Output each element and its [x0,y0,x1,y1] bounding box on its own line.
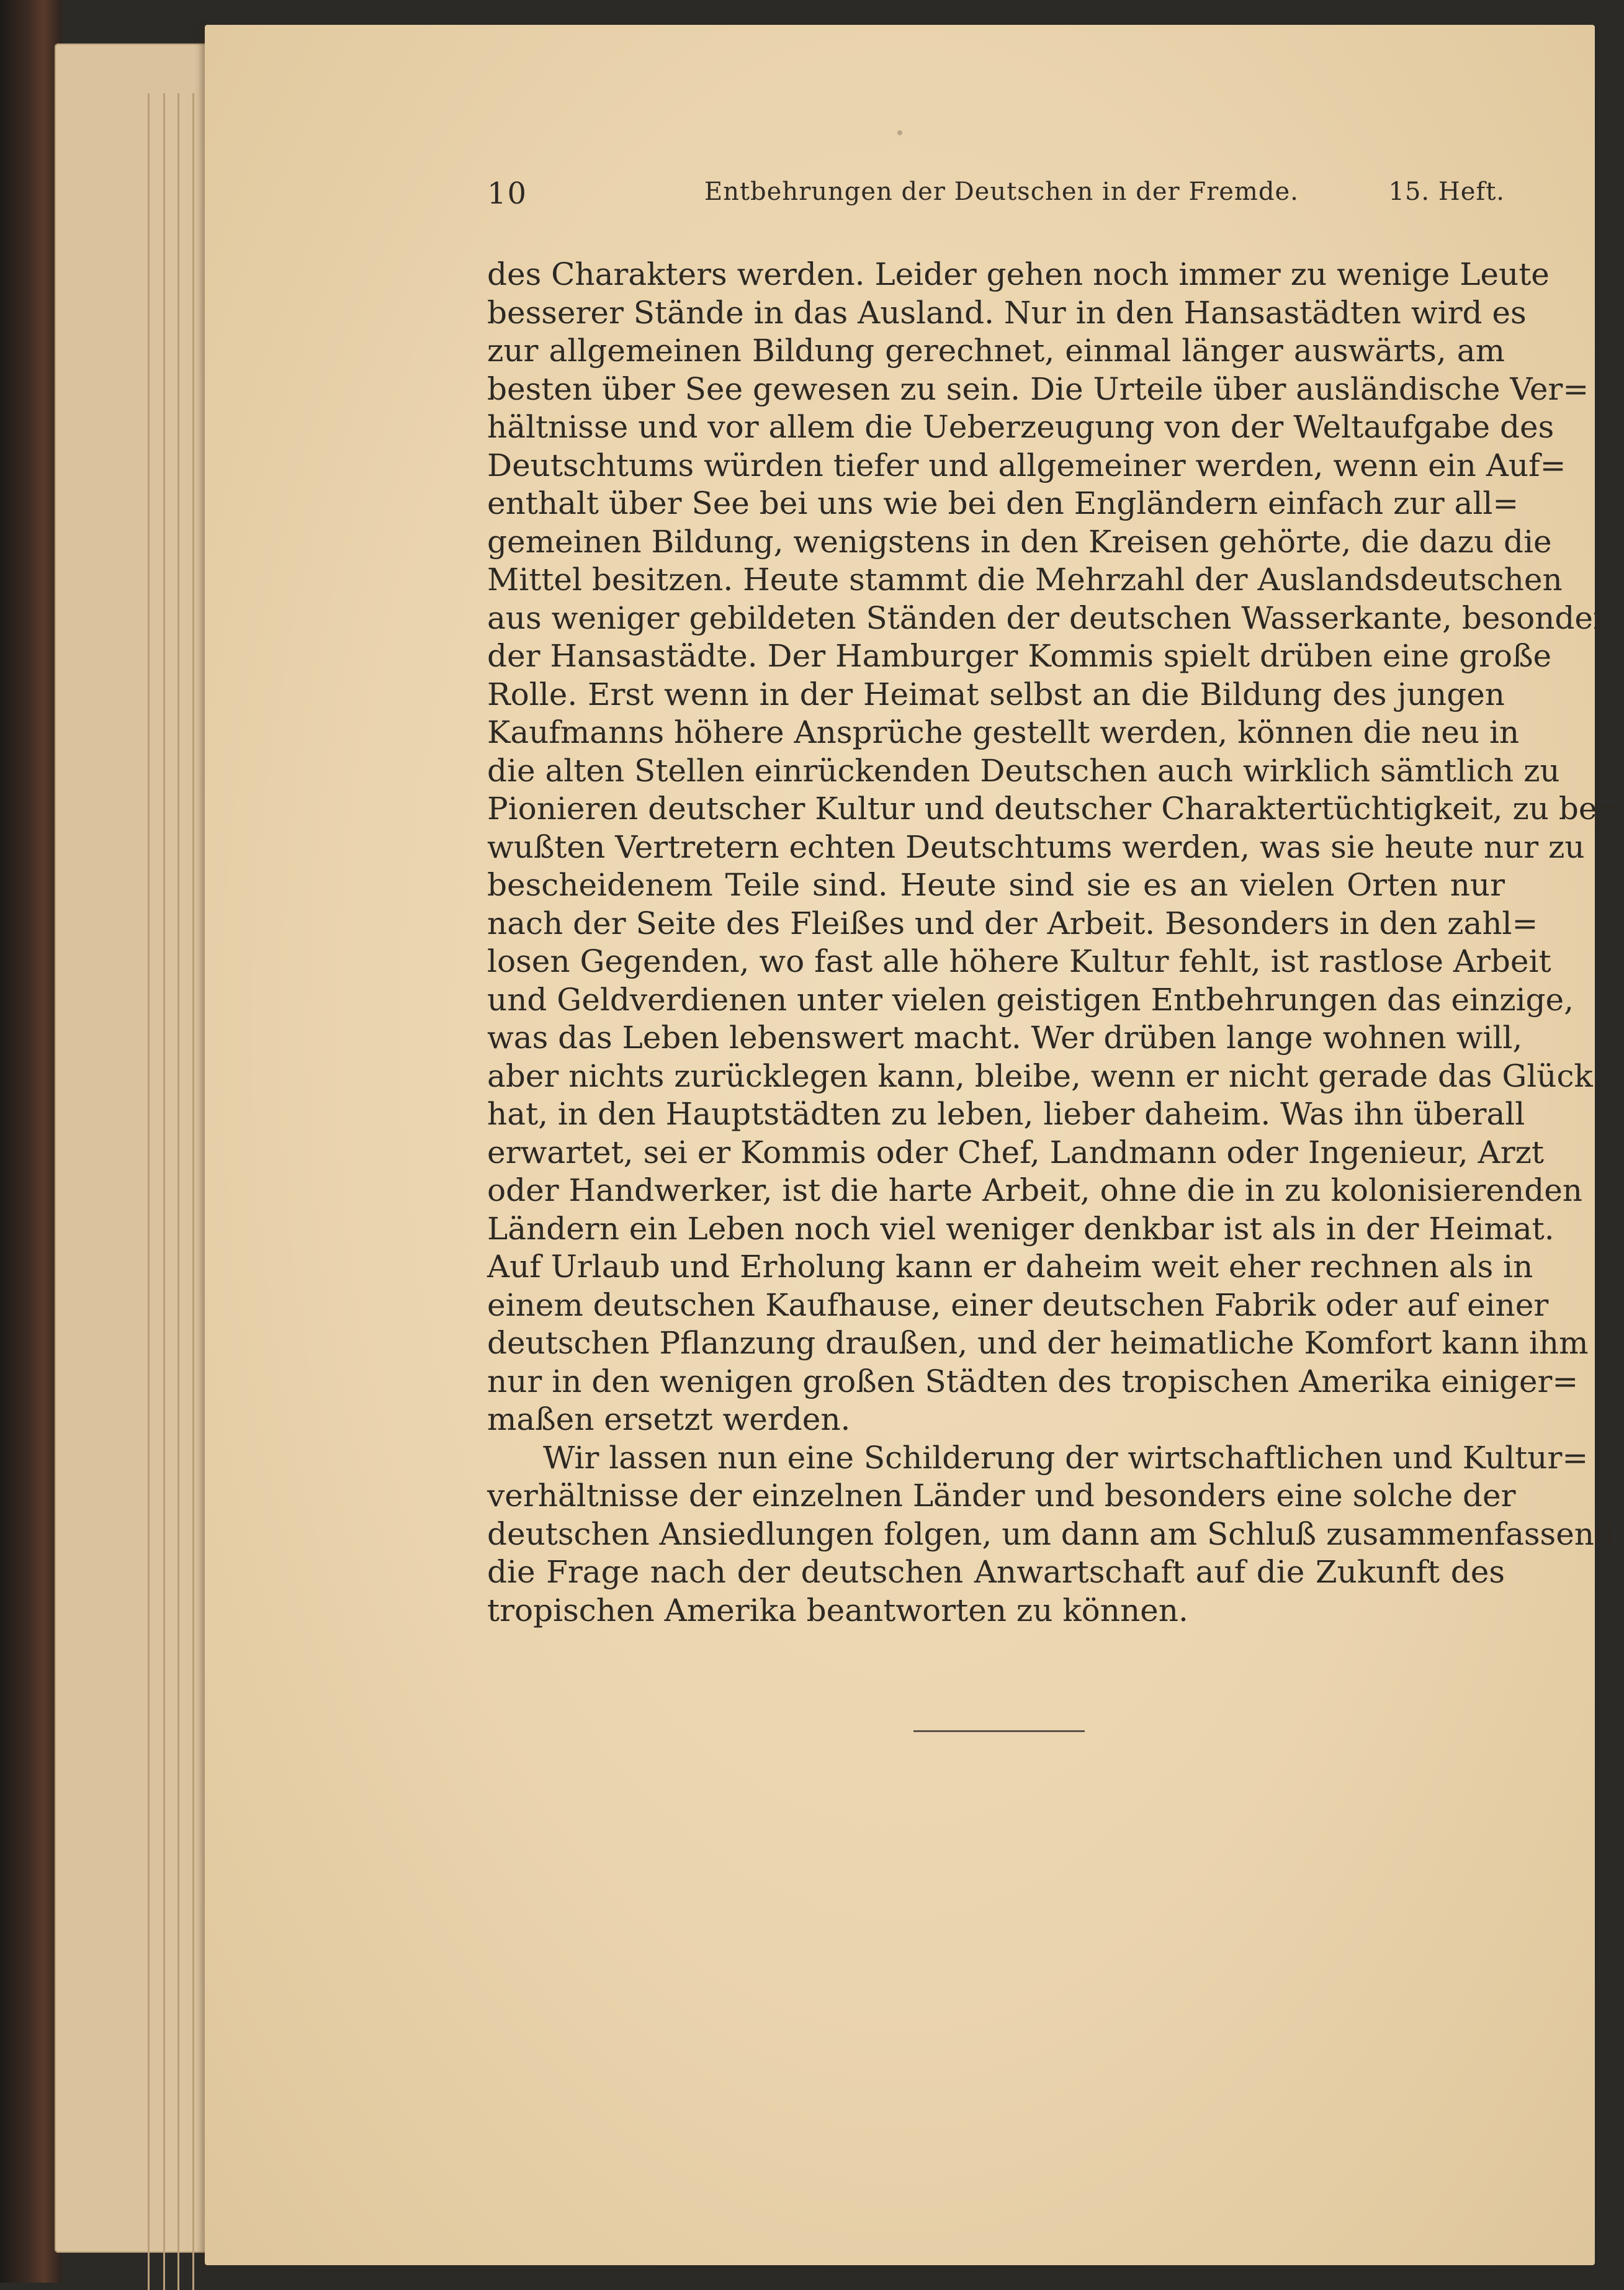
text-line: Mittel besitzen. Heute stammt die Mehrzahl der Auslandsdeutschen [487,562,1563,598]
text-line: bescheidenem Teile sind. Heute sind sie es an vielen Orten nur [487,867,1505,903]
text-line: Ländern ein Leben noch viel weniger denkbar ist als in der Heimat. [487,1210,1554,1247]
text-line: deutschen Pflanzung draußen, und der heimatliche Komfort kann ihm [487,1325,1589,1361]
text-line: die alten Stellen einrückenden Deutschen auch wirklich sämtlich zu [487,752,1560,789]
text-line: zur allgemeinen Bildung gerechnet, einmal länger auswärts, am [487,333,1505,369]
text-line: aus weniger gebildeten Ständen der deutschen Wasserkante, besonders [487,599,1624,636]
page-edge-line [177,93,179,2290]
issue-label: 15. Heft. [1388,177,1505,206]
text-line: und Geldverdienen unter vielen geistigen Entbehrungen das einzige, [487,981,1574,1018]
text-line: Auf Urlaub und Erholung kann er daheim weit eher rechnen als in [487,1249,1533,1285]
text-line: verhältnisse der einzelnen Länder und besonders eine solche der [487,1478,1516,1514]
paragraph-start-line: Wir lassen nun eine Schilderung der wirtschaftlichen und Kultur= [543,1439,1589,1476]
text-line: hat, in den Hauptstädten zu leben, lieber daheim. Was ihn überall [487,1096,1525,1132]
running-header [487,176,1505,220]
text-line: besten über See gewesen zu sein. Die Urteile über ausländische Ver= [487,370,1589,407]
text-line: Rolle. Erst wenn in der Heimat selbst an die Bildung des jungen [487,676,1505,712]
text-line: nur in den wenigen großen Städten des tropischen Amerika einiger= [487,1363,1579,1399]
page-edge-line [148,93,150,2290]
text-line: aber nichts zurücklegen kann, bleibe, wenn er nicht gerade das Glück [487,1057,1593,1094]
text-line: Deutschtums würden tiefer und allgemeiner werden, wenn ein Auf= [487,447,1566,483]
text-line: enthalt über See bei uns wie bei den Engländern einfach zur all= [487,485,1519,521]
text-line: die Frage nach der deutschen Anwartschaft auf die Zukunft des [487,1554,1505,1590]
text-line: der Hansastädte. Der Hamburger Kommis spielt drüben eine große [487,638,1552,674]
text-line: deutschen Ansiedlungen folgen, um dann am Schluß zusammenfassend [487,1515,1615,1552]
text-line: des Charakters werden. Leider gehen noch immer zu wenige Leute [487,256,1550,292]
body-text [487,256,1624,1630]
text-line: gemeinen Bildung, wenigstens in den Kreisen gehörte, die dazu die [487,523,1552,560]
running-header-title: Entbehrungen der Deutschen in der Fremde. [704,177,1299,206]
text-line: oder Handwerker, ist die harte Arbeit, ohne die in zu kolonisierenden [487,1172,1582,1208]
book-binding-edge [0,0,62,2283]
text-line: einem deutschen Kaufhause, einer deutschen Fabrik oder auf einer [487,1286,1549,1323]
text-line: nach der Seite des Fleißes und der Arbeit. Besonders in den zahl= [487,905,1538,941]
text-line: was das Leben lebenswert macht. Wer drüben lange wohnen will, [487,1020,1523,1056]
page-edge-line [163,93,165,2290]
paragraph-end-line: tropischen Amerika beantworten zu können. [487,1592,1188,1628]
text-line: losen Gegenden, wo fast alle höhere Kultur fehlt, ist rastlose Arbeit [487,943,1551,979]
page-edge-line [192,93,194,2290]
paper-speck [897,130,902,135]
text-line: wußten Vertretern echten Deutschtums werden, was sie heute nur zu [487,828,1585,865]
paragraph-end-line: maßen ersetzt werden. [487,1401,851,1437]
text-line: erwartet, sei er Kommis oder Chef, Landmann oder Ingenieur, Arzt [487,1134,1545,1170]
page-number: 10 [487,176,528,211]
text-line: Pionieren deutscher Kultur und deutscher Charaktertüchtigkeit, zu be= [487,791,1623,827]
text-line: besserer Stände in das Ausland. Nur in den Hansastädten wird es [487,294,1527,331]
text-line: Kaufmanns höhere Ansprüche gestellt werden, können die neu in [487,714,1520,750]
section-end-rule [913,1730,1085,1732]
text-line: hältnisse und vor allem die Ueberzeugung von der Weltaufgabe des [487,409,1554,445]
